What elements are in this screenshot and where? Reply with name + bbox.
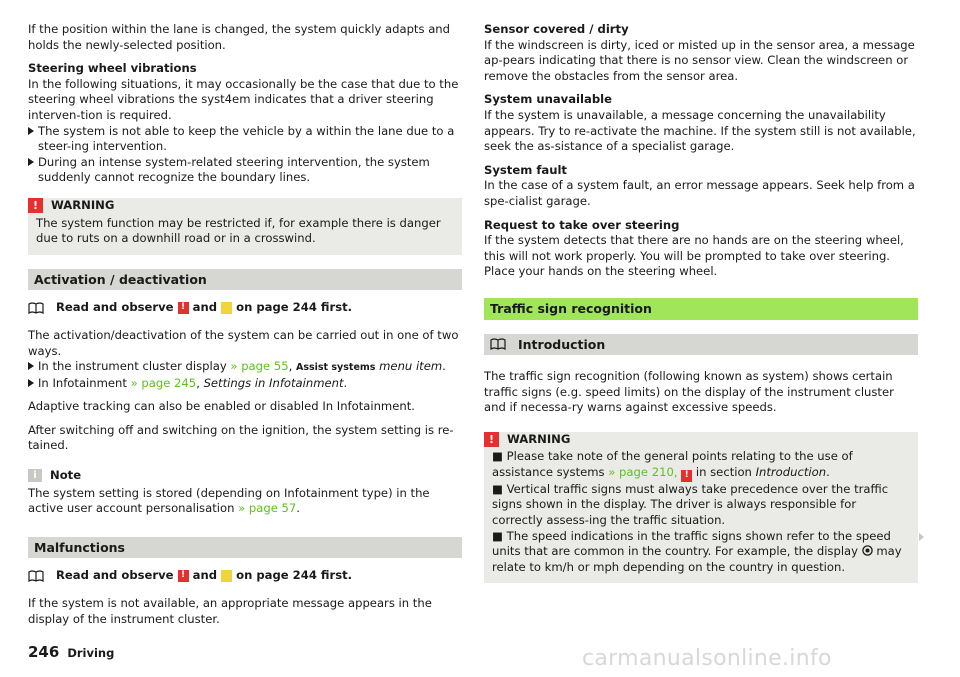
warning-item: ■ The speed indications in the traffic signs shown refer to the speed units that are common in the country. For example, the display may relate to km/h or mph depending on the country in question.: [492, 528, 902, 574]
warning-item-text: Please take note of the general points relating to the use of assistance systems: [492, 449, 853, 480]
introduction-ref: Introduction: [755, 465, 827, 480]
activation-bullet: In Infotainment » page 245, Settings in Infotainment.: [28, 376, 462, 392]
activation-section-title: Activation / deactivation: [28, 269, 462, 291]
warning-item-text: Vertical traffic signs must always take precedence over the traffic signs shown in the display. The driver is always responsible for correctly assess-ing the traffic situation.: [492, 481, 889, 528]
info-icon: i: [28, 469, 42, 482]
warning-icon: !: [681, 470, 692, 482]
settings-text: Settings in Infotainment: [203, 375, 344, 390]
read-prefix: Read and observe: [56, 300, 174, 315]
activation-paragraph: The activation/deactivation of the system can be carried out in one of two ways.: [28, 327, 459, 358]
note-body: The system setting is stored (depending on Infotainment type) in the active user account personalisation: [28, 485, 430, 516]
note-block: [28, 468, 462, 517]
warning-label: WARNING: [51, 197, 115, 212]
vibrations-bullet: During an intense system-related steering intervention, the system suddenly cannot recognize the boundary lines.: [28, 155, 462, 186]
book-icon: [28, 570, 44, 582]
unavailable-heading: System unavailable: [484, 92, 612, 107]
menu-item-text: menu item: [379, 359, 443, 374]
warning-item-text: may relate to km/h or mph depending on the country in question.: [492, 544, 902, 574]
malfunctions-paragraph: If the system is not available, an appropriate message appears in the display of the instrument cluster.: [28, 596, 432, 626]
continue-arrow-icon: [919, 533, 924, 541]
after-paragraph: After switching off and switching on the ignition, the system setting is re-tained.: [28, 422, 454, 453]
warning-text: The system function may be restricted if, for example there is danger due to ruts on a downhill road or in a crosswind.: [36, 215, 441, 246]
warning-header: [28, 198, 454, 214]
note-icon: [221, 570, 232, 582]
warning-item: ■ Please take note of the general points relating to the use of assistance systems » page 210, ! in section Introduction.: [492, 449, 853, 481]
page-footer: [28, 643, 114, 661]
warning-item: ■ Vertical traffic signs must always take precedence over the traffic signs shown in the display. The driver is always responsible for correctly assess-ing the traffic situation.: [492, 481, 889, 528]
page-210-link[interactable]: » page 210,: [608, 465, 678, 480]
adaptive-paragraph: Adaptive tracking can also be enabled or disabled In Infotainment.: [28, 399, 415, 414]
takeover-paragraph: If the system detects that there are no hands are on the steering wheel, this will not work properly. You will be prompted to take over steering. Place your hands on the steering wheel.: [484, 233, 904, 279]
read-and: and: [192, 300, 218, 315]
bullet-text: In Infotainment: [38, 375, 127, 390]
page-number: 246: [28, 643, 60, 661]
read-observe-line: [28, 566, 462, 586]
read-observe-line: [28, 298, 462, 318]
fault-heading: System fault: [484, 162, 567, 177]
speed-sign-icon: [862, 545, 873, 556]
unavailable-paragraph: If the system is unavailable, a message concerning the unavailability appears. Try to re-activate the machine. If the system still is not available, seek the as-sistance of a specialist garage.: [484, 107, 916, 154]
book-icon: [490, 338, 506, 350]
menu-name: Assist systems: [295, 362, 376, 374]
warning-header: [484, 432, 910, 448]
book-icon: [28, 302, 44, 314]
warning-box: [484, 432, 918, 584]
note-icon: [221, 302, 232, 314]
sensor-paragraph: If the windscreen is dirty, iced or misted up in the sensor area, a message ap-pears indicating that there is no sensor view. Clean the windscreen or remove the obstacles from the sensor area.: [484, 37, 915, 83]
bullet-text: In the instrument cluster display: [38, 359, 227, 374]
page-57-link[interactable]: » page 57: [238, 501, 297, 516]
page-245-link[interactable]: » page 245: [130, 375, 197, 390]
warning-item-text: The speed indications in the traffic signs shown refer to the speed units that are common in the country. For example, the display: [492, 528, 891, 559]
sensor-heading: Sensor covered / dirty: [484, 22, 629, 36]
takeover-heading: Request to take over steering: [484, 217, 680, 232]
vibrations-heading: Steering wheel vibrations: [28, 61, 197, 76]
note-text: The system setting is stored (depending on Infotainment type) in the active user account personalisation » page 57.: [28, 485, 430, 516]
warning-item-text: in section: [695, 465, 752, 480]
read-and: and: [192, 568, 218, 583]
vibrations-paragraph: In the following situations, it may occasionally be the case that due to the steering wheel vibrations the syst4em indicates that a driver steering interven-tion is required.: [28, 76, 459, 122]
watermark: carmanualsonline.info: [582, 646, 832, 671]
traffic-sign-section-title: Traffic sign recognition: [484, 298, 918, 320]
intro-paragraph: If the position within the lane is changed, the system quickly adapts and holds the newly-selected position.: [28, 22, 451, 52]
comma: ,: [288, 359, 293, 374]
read-suffix: on page 244 first.: [236, 568, 353, 583]
comma: ,: [196, 375, 200, 390]
page-55-link[interactable]: » page 55: [230, 359, 289, 374]
warning-label: WARNING: [507, 431, 571, 446]
introduction-heading: [484, 334, 918, 356]
warning-icon: !: [178, 570, 189, 582]
vibrations-bullet: The system is not able to keep the vehicle by a within the lane due to a steer-ing intervention.: [28, 124, 462, 155]
chapter-name: Driving: [67, 646, 115, 660]
right-column: [484, 22, 918, 593]
malfunctions-section-title: Malfunctions: [28, 537, 462, 559]
introduction-paragraph: The traffic sign recognition (following known as system) shows certain traffic signs (e.g. speed limits) on the display of the instrument cluster and if necessa-ry warns against excessive speeds.: [484, 369, 894, 415]
read-prefix: Read and observe: [56, 568, 174, 583]
read-suffix: on page 244 first.: [236, 300, 353, 315]
warning-icon: !: [178, 302, 189, 314]
activation-bullet: In the instrument cluster display » page 55, Assist systems menu item.: [28, 359, 462, 376]
warning-box: [28, 198, 462, 255]
warning-icon: !: [484, 432, 499, 447]
note-label: Note: [50, 468, 82, 483]
introduction-title: Introduction: [518, 336, 606, 352]
note-header: [28, 468, 462, 484]
warning-icon: !: [28, 198, 43, 213]
fault-paragraph: In the case of a system fault, an error message appears. Seek help from a spe-cialist garage.: [484, 178, 915, 208]
left-column: [28, 22, 462, 635]
